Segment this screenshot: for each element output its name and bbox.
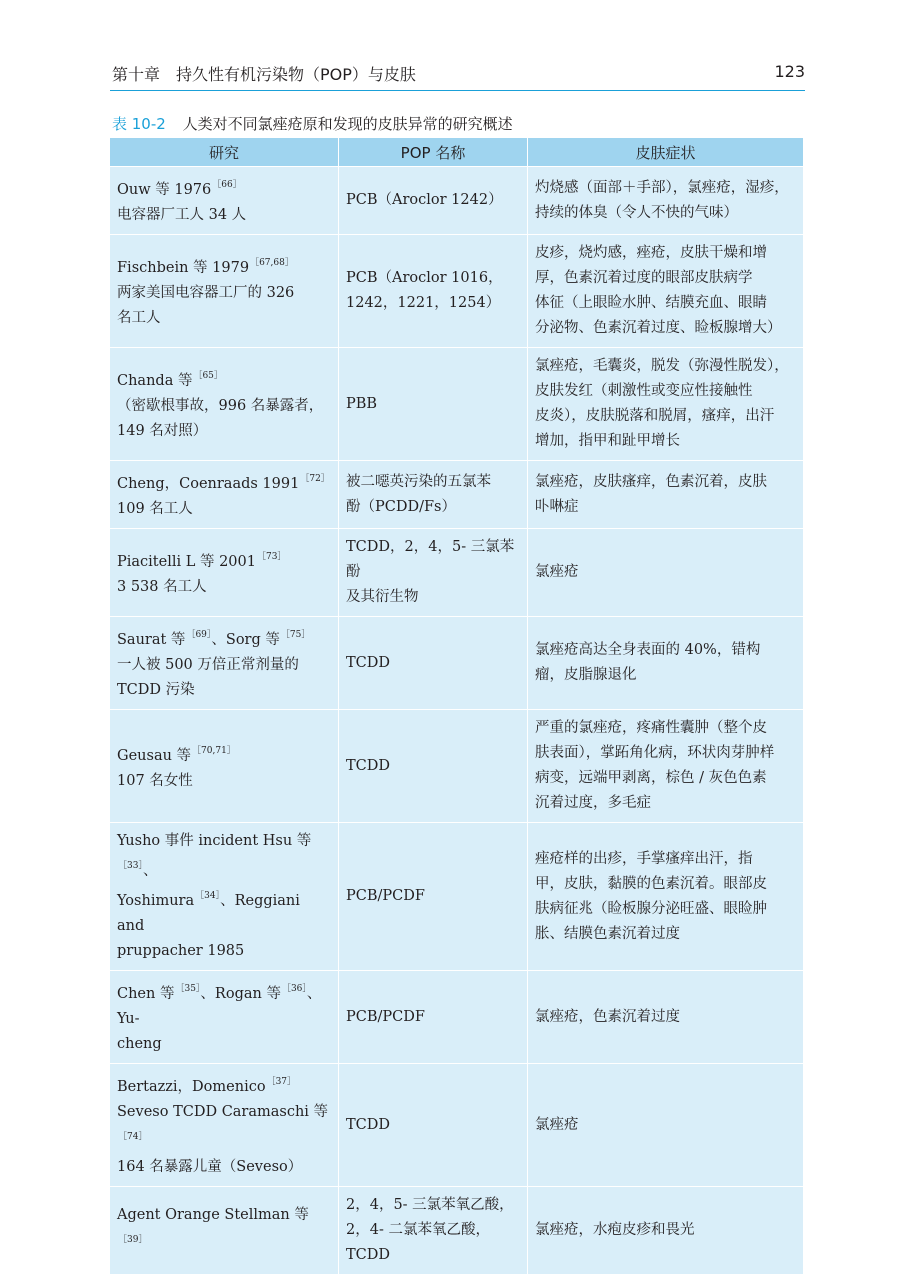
study-line	[117, 545, 331, 575]
study-text: 、Yu-	[117, 986, 322, 1027]
study-text: Cheng，Coenraads 1991	[117, 476, 300, 492]
table-header-row	[110, 138, 803, 167]
study-line	[117, 678, 331, 703]
cell-pop-name	[339, 823, 528, 971]
symptom-line: 氯痤疮，皮肤瘙痒，色素沉着，皮肤	[535, 473, 767, 490]
symptom-line: 分泌物、色素沉着过度、睑板腺增大）	[535, 320, 782, 336]
symptom-line: 灼烧感（面部＋手部），氯痤疮，湿疹，	[535, 179, 789, 196]
page-header	[110, 60, 805, 91]
symptom-line: 瘤，皮脂腺退化	[535, 667, 637, 683]
cell-symptoms	[528, 167, 803, 235]
study-line	[117, 203, 331, 228]
study-text: 两家美国电容器工厂的 326	[117, 285, 295, 301]
study-text: 、	[142, 863, 158, 879]
pop-line: TCDD	[346, 1247, 391, 1263]
study-text: pruppacher 1985	[117, 943, 245, 959]
cell-pop-name	[339, 710, 528, 823]
citation-ref: ［66］	[212, 180, 242, 190]
study-line	[117, 575, 331, 600]
citation-ref: ［74］	[118, 1132, 148, 1142]
study-text: 、Rogan 等	[200, 986, 281, 1002]
study-line	[117, 939, 331, 964]
symptom-line: 肤病征兆（睑板腺分泌旺盛、眼睑肿	[535, 900, 767, 917]
study-text: Ouw 等 1976	[117, 182, 212, 198]
symptom-line: 氯痤疮高达全身表面的 40%，错构	[535, 642, 761, 658]
cell-pop-name	[339, 235, 528, 348]
study-line	[117, 1155, 331, 1180]
study-text: （密歇根事故，996 名暴露者，	[117, 398, 324, 414]
study-text: 109 名工人	[117, 501, 193, 517]
cell-pop-name	[339, 348, 528, 461]
cell-study	[110, 235, 339, 348]
cell-pop-name	[339, 167, 528, 235]
study-text: 、Sorg 等	[211, 632, 280, 648]
cell-symptoms	[528, 971, 803, 1064]
cell-study	[110, 617, 339, 710]
cell-pop-name	[339, 1187, 528, 1275]
symptom-line: 甲，皮肤，黏膜的色素沉着。眼部皮	[535, 875, 767, 892]
study-text: 一人被 500 万倍正常剂量的	[117, 657, 299, 673]
column-header-symptoms: 皮肤症状	[528, 138, 803, 167]
symptom-line: 病变，远端甲剥离，棕色 / 灰色色素	[535, 770, 767, 786]
table-caption	[112, 113, 513, 134]
pop-line: 酚（PCDD/Fs）	[346, 498, 456, 515]
cell-pop-name	[339, 1064, 528, 1187]
table-title: 人类对不同氯痤疮原和发现的皮肤异常的研究概述	[182, 115, 513, 133]
citation-ref: ［37］	[266, 1077, 297, 1087]
symptom-line: 增加，指甲和趾甲增长	[535, 433, 680, 449]
page-number: 123	[774, 62, 805, 81]
study-text: Seveso TCDD Caramaschi 等	[117, 1104, 329, 1120]
study-text: 3 538 名工人	[117, 579, 207, 595]
symptom-line: 持续的体臭（令人不快的气味）	[535, 204, 738, 221]
citation-ref: ［73］	[256, 552, 287, 562]
citation-ref: ［34］	[195, 891, 221, 901]
cell-symptoms	[528, 529, 803, 617]
table-row	[110, 710, 803, 823]
study-text: Yoshimura	[117, 893, 195, 909]
study-text: Bertazzi，Domenico	[117, 1079, 266, 1095]
table-row	[110, 971, 803, 1064]
cell-symptoms	[528, 823, 803, 971]
symptom-line: 氯痤疮	[535, 564, 579, 580]
study-line	[117, 173, 331, 203]
symptom-line: 卟啉症	[535, 498, 579, 515]
pop-line: 2，4- 二氯苯氧乙酸，	[346, 1222, 490, 1238]
table-row	[110, 529, 803, 617]
study-text: Chen 等	[117, 986, 175, 1002]
cell-pop-name	[339, 617, 528, 710]
citation-ref: ［70,71］	[192, 745, 236, 756]
study-text: 107 名女性	[117, 772, 193, 789]
symptom-line: 体征（上眼睑水肿、结膜充血、眼睛	[535, 295, 767, 311]
study-line	[117, 977, 331, 1032]
study-line	[117, 1203, 331, 1258]
pop-line: PCB/PCDF	[346, 1008, 425, 1025]
table-row	[110, 823, 803, 971]
symptom-line: 皮肤发红（刺激性或变应性接触性	[535, 383, 753, 399]
citation-ref: ［33］	[118, 861, 143, 871]
cell-pop-name	[339, 971, 528, 1064]
cell-symptoms	[528, 1064, 803, 1187]
study-line	[117, 281, 331, 306]
cell-study	[110, 971, 339, 1064]
study-text: 、Reggiani and	[117, 893, 300, 934]
citation-ref: ［72］	[300, 474, 330, 484]
pop-line: 2，4，5- 三氯苯氧乙酸，	[346, 1197, 514, 1213]
pop-line: TCDD	[346, 654, 391, 671]
citation-ref: ［39］	[118, 1235, 148, 1245]
pop-line: TCDD，2，4，5- 三氯苯酚	[346, 539, 515, 580]
cell-study	[110, 1187, 339, 1275]
study-line	[117, 419, 331, 444]
table-number: 表 10-2	[112, 115, 166, 133]
table-row	[110, 1187, 803, 1275]
symptom-line: 氯痤疮	[535, 1116, 579, 1133]
pop-line: PCB（Aroclor 1242）	[346, 192, 503, 208]
cell-symptoms	[528, 1187, 803, 1275]
study-line	[117, 769, 331, 794]
study-text: Saurat 等	[117, 632, 186, 648]
symptom-line: 氯痤疮，水疱皮疹和畏光	[535, 1222, 695, 1238]
chapter-title: 第十章 持久性有机污染物（POP）与皮肤	[112, 65, 416, 84]
pop-line: PCB/PCDF	[346, 888, 425, 904]
study-line	[117, 653, 331, 678]
study-text: 电容器厂工人 34 人	[117, 207, 247, 223]
study-line	[117, 1032, 331, 1057]
symptom-line: 皮疹，烧灼感，痤疮，皮肤干燥和增	[535, 245, 767, 261]
pop-line: PCB（Aroclor 1016，	[346, 270, 503, 286]
study-line	[117, 467, 331, 497]
study-line	[117, 1100, 331, 1155]
table-row	[110, 348, 803, 461]
pop-line: 及其衍生物	[346, 589, 419, 605]
column-header-pop: POP 名称	[339, 138, 528, 167]
study-text: 164 名暴露儿童（Seveso）	[117, 1159, 303, 1175]
cell-study	[110, 348, 339, 461]
cell-pop-name	[339, 461, 528, 529]
study-text: Chanda 等	[117, 373, 193, 389]
study-line	[117, 251, 331, 281]
study-text: Yusho 事件 incident Hsu 等	[117, 833, 312, 849]
cell-study	[110, 1064, 339, 1187]
symptom-line: 氯痤疮，毛囊炎，脱发（弥漫性脱发），	[535, 358, 789, 374]
cell-study	[110, 529, 339, 617]
cell-symptoms	[528, 235, 803, 348]
study-line	[117, 623, 331, 653]
table-body	[110, 167, 803, 1275]
citation-ref: ［35］	[175, 984, 201, 994]
symptom-line: 氯痤疮，色素沉着过度	[535, 1008, 680, 1025]
citation-ref: ［67,68］	[250, 258, 294, 268]
table-row	[110, 167, 803, 235]
pop-line: 1242，1221，1254）	[346, 295, 501, 311]
study-line	[117, 1070, 331, 1100]
cell-symptoms	[528, 348, 803, 461]
study-text: 名工人	[117, 310, 161, 326]
symptom-line: 沉着过度，多毛症	[535, 795, 651, 811]
study-text: 149 名对照）	[117, 423, 208, 439]
study-line	[117, 497, 331, 522]
pop-line: TCDD	[346, 1116, 391, 1133]
symptom-line: 厚，色素沉着过度的眼部皮肤病学	[535, 270, 753, 286]
cell-symptoms	[528, 461, 803, 529]
cell-study	[110, 461, 339, 529]
cell-pop-name	[339, 529, 528, 617]
pop-line: TCDD	[346, 757, 391, 774]
study-text: Geusau 等	[117, 747, 192, 764]
symptom-line: 严重的氯痤疮，疼痛性囊肿（整个皮	[535, 720, 767, 736]
study-line	[117, 306, 331, 331]
citation-ref: ［69］	[186, 630, 212, 640]
pop-line: PBB	[346, 395, 378, 412]
table-row	[110, 617, 803, 710]
citation-ref: ［75］	[280, 630, 311, 640]
cell-symptoms	[528, 710, 803, 823]
citation-ref: ［65］	[193, 371, 223, 381]
study-text: TCDD 污染	[117, 682, 195, 698]
study-table	[110, 138, 803, 1275]
citation-ref: ［36］	[281, 984, 307, 994]
study-line	[117, 364, 331, 394]
cell-study	[110, 167, 339, 235]
pop-line: 被二噁英污染的五氯苯	[346, 473, 491, 490]
cell-symptoms	[528, 617, 803, 710]
symptom-line: 皮炎），皮肤脱落和脱屑，瘙痒，出汗	[535, 408, 775, 424]
study-line	[117, 829, 331, 884]
study-text: Agent Orange Stellman 等	[117, 1207, 309, 1223]
study-line	[117, 739, 331, 769]
table-row	[110, 461, 803, 529]
table-row	[110, 1064, 803, 1187]
study-text: Piacitelli L 等 2001	[117, 554, 256, 570]
cell-study	[110, 710, 339, 823]
table-row	[110, 235, 803, 348]
column-header-study: 研究	[110, 138, 339, 167]
symptom-line: 痤疮样的出疹，手掌瘙痒出汗，指	[535, 850, 753, 867]
cell-study	[110, 823, 339, 971]
study-text: Fischbein 等 1979	[117, 260, 250, 276]
study-line	[117, 884, 331, 939]
study-text: cheng	[117, 1036, 162, 1052]
symptom-line: 胀、结膜色素沉着过度	[535, 925, 680, 942]
symptom-line: 肤表面），掌跖角化病，环状肉芽肿样	[535, 745, 775, 761]
study-line	[117, 394, 331, 419]
